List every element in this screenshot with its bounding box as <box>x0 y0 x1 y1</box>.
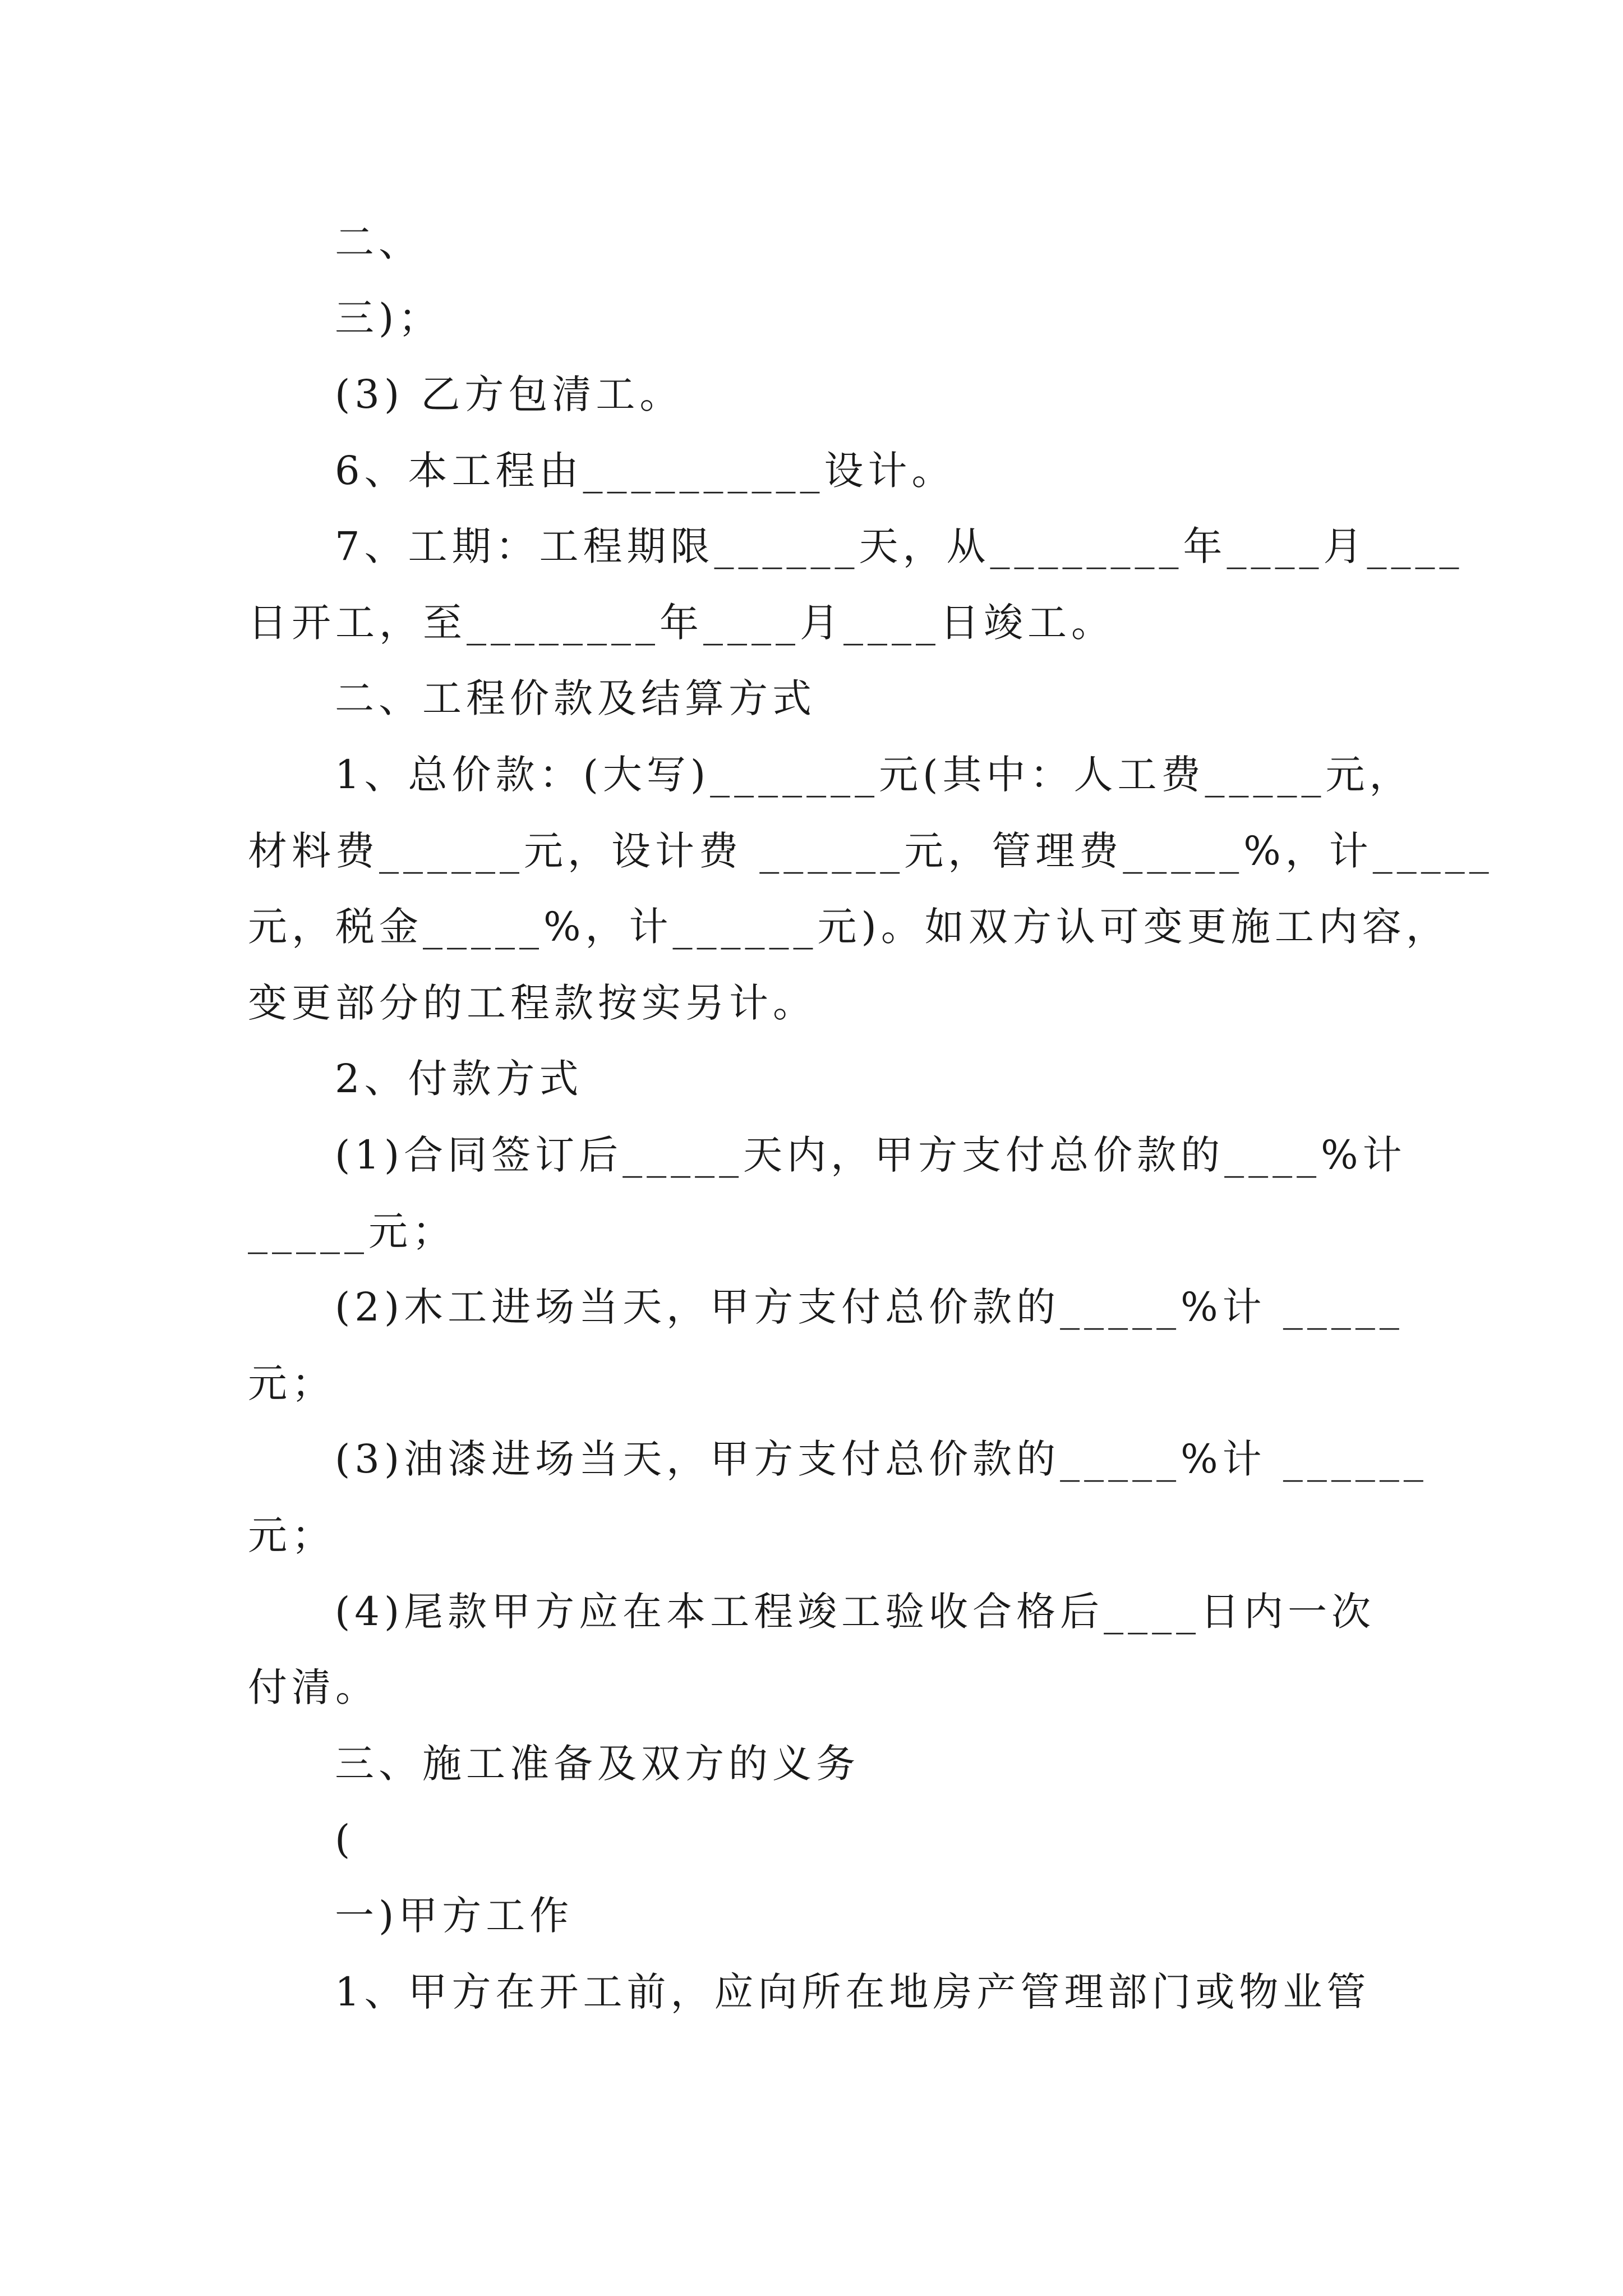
text-line: 一)甲方工作 <box>335 1893 574 1939</box>
text-line: _____元； <box>248 1208 456 1254</box>
text-line: (2)木工进场当天，甲方支付总价款的_____%计 _____ <box>335 1284 1404 1330</box>
text-line: 变更部分的工程款按实另计。 <box>248 980 817 1026</box>
text-line: 6、本工程由__________设计。 <box>335 448 956 494</box>
text-line: 付清。 <box>248 1664 379 1710</box>
text-line: (3) 乙方包清工。 <box>335 371 684 417</box>
text-line: 元，税金_____%，计______元)。如双方认可变更施工内容， <box>248 904 1450 950</box>
text-line: 日开工，至________年____月____日竣工。 <box>248 600 1115 646</box>
text-line: 1、总价款：(大写)_______元(其中：人工费_____元， <box>335 752 1413 798</box>
text-line: 三)； <box>335 295 442 341</box>
text-line: (4)尾款甲方应在本工程竣工验收合格后____日内一次 <box>335 1589 1376 1635</box>
text-line: 1、甲方在开工前，应向所在地房产管理部门或物业管 <box>335 1969 1371 2015</box>
text-line: 元； <box>248 1512 335 1558</box>
section-heading: 二、工程价款及结算方式 <box>335 675 816 721</box>
text-line: 元； <box>248 1360 335 1406</box>
text-line: ( <box>335 1816 355 1862</box>
text-line: 二、 <box>335 219 422 265</box>
section-heading: 三、施工准备及双方的义务 <box>335 1741 860 1787</box>
text-line: 7、工期：工程期限______天，从________年____月____ <box>335 523 1464 569</box>
text-line: 材料费______元，设计费 ______元，管理费_____%，计_____ <box>248 828 1493 874</box>
text-line: 2、付款方式 <box>335 1056 583 1102</box>
text-line: (3)油漆进场当天，甲方支付总价款的_____%计 ______ <box>335 1436 1428 1482</box>
text-line: (1)合同签订后_____天内，甲方支付总价款的____%计 <box>335 1132 1407 1178</box>
